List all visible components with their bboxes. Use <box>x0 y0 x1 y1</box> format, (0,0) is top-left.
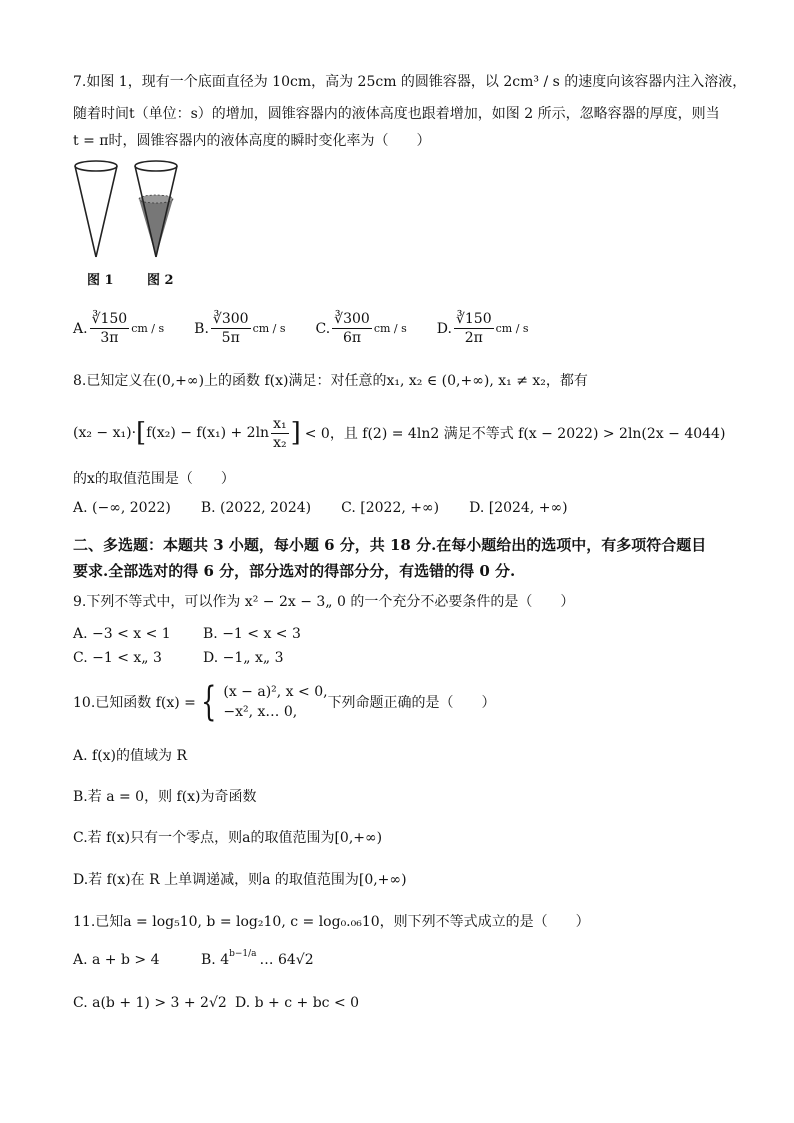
q9-option-c[interactable]: C. −1 < x„ 3 <box>73 650 162 666</box>
q10-option-a[interactable]: A. f(x)的值域为 R <box>73 748 188 764</box>
cone1-left-edge <box>75 166 96 257</box>
q10-option-b[interactable]: B.若 a = 0，则 f(x)为奇函数 <box>73 789 257 805</box>
section2-heading-line1: 二、多选题：本题共 3 小题，每小题 6 分，共 18 分.在每小题给出的选项中，有多项符合题目 <box>73 536 707 554</box>
q9-option-d[interactable]: D. −1„ x„ 3 <box>203 650 284 666</box>
q7-stem-line1: 7.如图 1，现有一个底面直径为 10cm，高为 25cm 的圆锥容器，以 2cm³ / s 的速度向该容器内注入溶液， <box>73 74 747 90</box>
q7-options <box>73 310 559 347</box>
q10-option-c[interactable]: C.若 f(x)只有一个零点，则a的取值范围为[0,+∞) <box>73 830 383 846</box>
q8-option-d[interactable]: D. [2024, +∞) <box>469 500 568 516</box>
q11-option-d[interactable]: D. b + c + bc < 0 <box>235 995 360 1011</box>
q11-option-a[interactable]: A. a + b > 4 <box>73 952 160 968</box>
cone1-rim <box>75 161 117 171</box>
fig1-label: 图 1 <box>87 273 114 288</box>
q9-options-row2 <box>73 650 313 666</box>
q11-stem: 11.已知a = log₅10, b = log₂10, c = log₀.₀₆10，则下列不等式成立的是（ ） <box>73 914 590 930</box>
q8-stem-line1: 8.已知定义在(0,+∞)上的函数 f(x)满足：对任意的x₁, x₂ ∈ (0,+∞), x₁ ≠ x₂，都有 <box>73 373 588 389</box>
q11-option-b[interactable]: B. 4 $^{b-1/a}$ … 64√2 <box>201 949 314 968</box>
q11-options-row2 <box>73 995 389 1011</box>
q9-stem: 9.下列不等式中，可以作为 x² − 2x − 3„ 0 的一个充分不必要条件的是（ ） <box>73 594 575 610</box>
cone2-rim <box>135 161 177 171</box>
q9-option-a[interactable]: A. −3 < x < 1 <box>73 626 171 642</box>
section2-heading-line2: 要求.全部选对的得 6 分，部分选对的得部分分，有选错的得 0 分. <box>73 562 516 580</box>
q7-option-a[interactable]: A. $\frac{∛150}{3\pi}$ cm / s <box>73 311 165 346</box>
q7-option-d[interactable]: D. $\frac{∛150}{2\pi}$ cm / s <box>436 311 529 346</box>
q8-option-c[interactable]: C. [2022, +∞) <box>341 500 440 516</box>
q9-options-row1 <box>73 626 331 642</box>
q11-option-c[interactable]: C. a(b + 1) > 3 + 2√2 <box>73 995 227 1011</box>
q8-stem-line2: (x₂ − x₁)· [ f(x₂) − f(x₁) + 2ln $\frac{\text{x₁}}{\text{x₂}}$ ] < 0，且 f(2) = 4ln2 满足不等式 f(x − 2022) > 2ln(2x − 4044) <box>73 415 726 451</box>
q7-option-b[interactable]: B. $\frac{∛300}{5\pi}$ cm / s <box>194 311 286 346</box>
piecewise-function: { (x − a)², x < 0, −x², x… 0, <box>200 679 328 725</box>
cone-diagram <box>73 157 183 287</box>
q10-stem: 10.已知函数 f(x) = { (x − a)², x < 0, −x², x… 0, 下列命题正确的是（ ） <box>73 679 496 725</box>
q8-option-b[interactable]: B. (2022, 2024) <box>200 500 312 516</box>
fig2-label: 图 2 <box>147 273 174 288</box>
cone2-liquid-surface <box>139 195 173 203</box>
q8-option-a[interactable]: A. (−∞, 2022) <box>73 500 171 516</box>
cone-figures <box>73 157 183 291</box>
q9-option-b[interactable]: B. −1 < x < 3 <box>203 626 301 642</box>
q8-stem-line3: 的x的取值范围是（ ） <box>73 471 235 487</box>
q7-stem-line3: t = π时，圆锥容器内的液体高度的瞬时变化率为（ ） <box>73 133 431 149</box>
q10-option-d[interactable]: D.若 f(x)在 R 上单调递减，则a 的取值范围为[0,+∞) <box>73 872 407 888</box>
q7-option-c[interactable]: C. $\frac{∛300}{6\pi}$ cm / s <box>315 311 407 346</box>
cone1-right-edge <box>96 166 117 257</box>
q11-options-row1 <box>73 949 344 968</box>
q8-options <box>73 500 598 516</box>
q7-stem-line2: 随着时间t（单位：s）的增加，圆锥容器内的液体高度也跟着增加，如图 2 所示，忽略容器的厚度，则当 <box>73 106 720 122</box>
